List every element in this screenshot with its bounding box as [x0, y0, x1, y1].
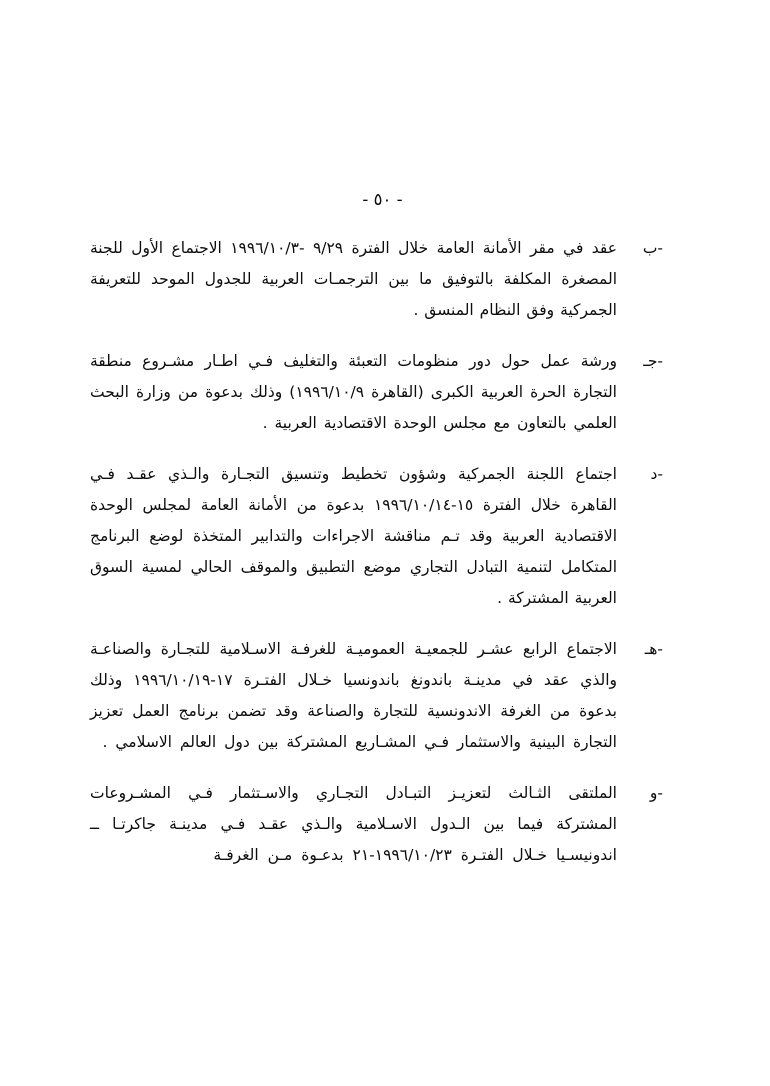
list-item [90, 233, 675, 326]
list-item-letter: و [649, 784, 658, 802]
list-item-letter: هـ [644, 640, 658, 658]
list-item-dash: - [657, 784, 663, 802]
list-item-text: الملتقى الثـالث لتعزيـز التبـادل التجـاري والاسـتثمار فـي المشـروعات المشتركة فيما بين الـدول الاسـلامية والـذي عقـد فـي مدينـة جاكرتـا ــ اندونيسـيا خـلال الفتـرة ١٩٩٦/١٠/٢٣-٢١ بدعـوة مـن الغرفـة [90, 784, 617, 864]
list-item-marker [617, 778, 675, 809]
list-item-dash: - [657, 239, 663, 257]
page-number: - ٥٠ - [362, 190, 403, 209]
list-item-marker [617, 634, 675, 665]
list-item-text: الاجتماع الرابع عشـر للجمعيـة العموميـة للغرفـة الاسـلامية للتجـارة والصناعـة والذي عقد في مدينـة باندونغ باندونسيا خـلال الفتـرة ١٧-١٩٩٦/١٠/١٩ وذلك بدعوة من الغرفة الاندونسية للتجارة والصناعة وقد تضمن برنامج العمل تعزيز التجارة البينية والاستثمار فـي المشـاريع المشتركة بين دول العالم الاسلامي . [90, 640, 617, 751]
list-item-dash: - [657, 640, 663, 658]
list-item-marker [617, 233, 675, 264]
list-item [90, 778, 675, 871]
list-item-letter: د [650, 465, 658, 483]
list-item-dash: - [657, 465, 663, 483]
list-item-marker [617, 459, 675, 490]
list-item [90, 346, 675, 439]
list-item-marker [617, 346, 675, 377]
list-item [90, 634, 675, 758]
list-item-text: عقد في مقر الأمانة العامة خلال الفترة ٩/٢٩ -١٩٩٦/١٠/٣ الاجتماع الأول للجنة المصغرة المكلفة بالتوفيق ما بين الترجمـات العربية للجدول الموحد للتعريفة الجمركية وفق النظام المنسق . [90, 239, 617, 319]
list-item [90, 459, 675, 614]
list-item-letter: جـ [643, 352, 658, 370]
list-item-text: اجتماع اللجنة الجمركية وشؤون تخطيط وتنسيق التجـارة والـذي عقـد فـي القاهرة خلال الفترة ١٥-١٩٩٦/١٠/١٤ بدعوة من الأمانة العامة لمجلس الوحدة الاقتصادية العربية وقد تـم مناقشة الاجراءات والتدابير المتخذة لوضع البرنامج المتكامل لتنمية التبادل التجاري موضع التطبيق والموقف الحالي لمسية السوق العربية المشتركة . [90, 465, 617, 607]
list-item-dash: - [657, 352, 663, 370]
list-item-letter: ب [642, 239, 658, 257]
list-item-text: ورشة عمل حول دور منظومات التعبئة والتغليف فـي اطـار مشـروع منطقة التجارة الحرة العربية الكبرى (القاهرة ١٩٩٦/١٠/٩) وذلك بدعوة من وزارة البحث العلمي بالتعاون مع مجلس الوحدة الاقتصادية العربية . [90, 352, 617, 432]
